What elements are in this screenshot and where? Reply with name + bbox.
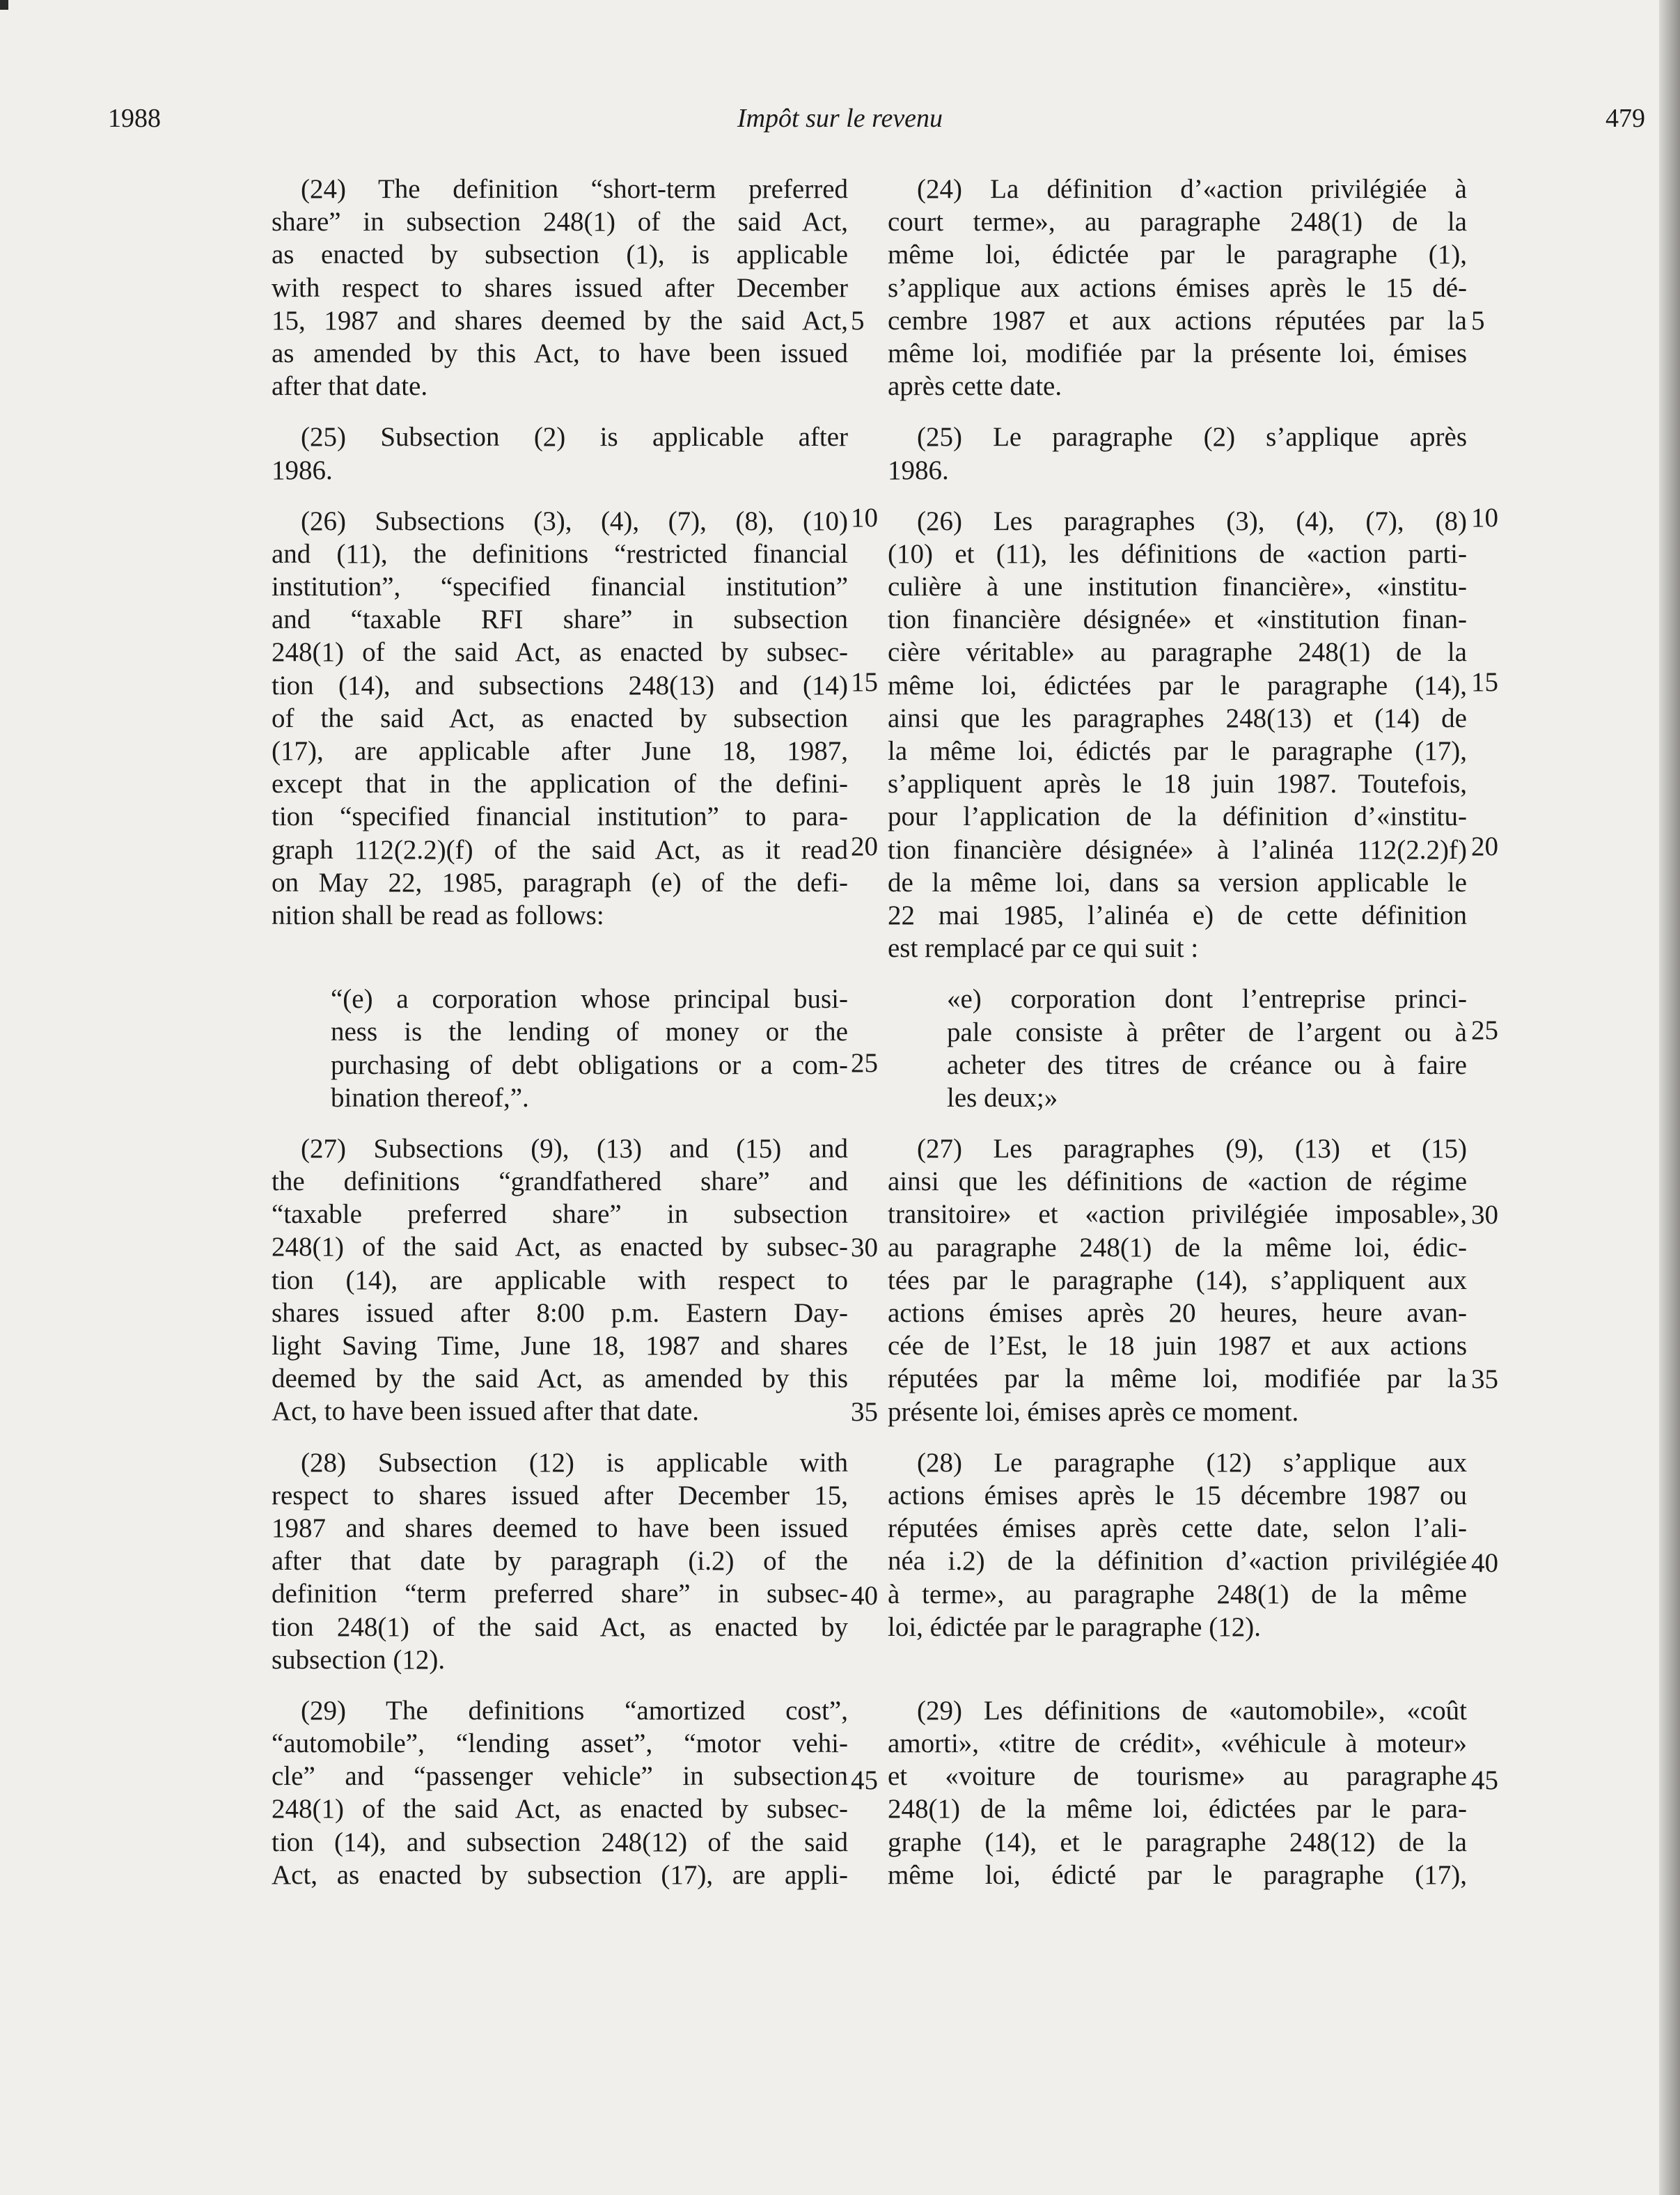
text-line: (17), are applicable after June 18, 1987, — [272, 736, 848, 766]
line-number-center: 45 — [851, 1765, 878, 1795]
text-line: à terme», au paragraphe 248(1) de la même — [888, 1579, 1467, 1609]
text-line: tion (14), and subsections 248(13) and (14) — [272, 670, 848, 701]
text-line: deemed by the said Act, as amended by this — [272, 1364, 848, 1394]
header-title: Impôt sur le revenu — [737, 104, 943, 133]
paragraph-27-fr — [888, 1132, 1467, 1428]
text-line: (26) Les paragraphes (3), (4), (7), (8) — [917, 506, 1467, 536]
line-number-right: 40 — [1471, 1548, 1498, 1578]
line-number-right: 5 — [1471, 306, 1485, 336]
text-line: nition shall be read as follows: — [272, 900, 604, 930]
line-number-center: 25 — [851, 1048, 878, 1078]
english-column — [272, 173, 848, 1891]
text-line: réputées émises après cette date, selon l’ali- — [888, 1513, 1467, 1544]
paragraph-28-fr — [888, 1446, 1467, 1643]
text-line: même loi, édictée par le paragraphe (1), — [888, 240, 1467, 270]
text-line: and (11), the definitions “restricted financial — [272, 538, 848, 569]
text-line: (10) et (11), les définitions de «action parti- — [888, 538, 1467, 569]
text-line: cle” and “passenger vehicle” in subsection — [272, 1761, 848, 1792]
text-line: tion “specified financial institution” to para- — [272, 802, 848, 832]
text-line: light Saving Time, June 18, 1987 and shares — [272, 1331, 848, 1361]
text-line: même loi, édicté par le paragraphe (17), — [888, 1859, 1467, 1890]
text-line: est remplacé par ce qui suit : — [888, 933, 1199, 964]
text-line: actions émises après 20 heures, heure avan- — [888, 1298, 1467, 1328]
line-number-center: 40 — [851, 1581, 878, 1611]
text-line: graphe (14), et le paragraphe 248(12) de la — [888, 1827, 1467, 1857]
text-line: tion 248(1) of the said Act, as enacted by — [272, 1611, 848, 1642]
text-line: même loi, édictées par le paragraphe (14), — [888, 670, 1467, 701]
text-line: et «voiture de tourisme» au paragraphe — [888, 1761, 1467, 1792]
quoted-definition-fr — [888, 983, 1467, 1114]
text-line: au paragraphe 248(1) de la même loi, édic- — [888, 1232, 1467, 1263]
french-column — [888, 173, 1467, 1891]
page-number: 479 — [1606, 104, 1645, 133]
text-line: tion financière désignée» et «institution finan- — [888, 604, 1467, 635]
text-line: (25) Le paragraphe (2) s’applique après — [917, 422, 1467, 453]
text-line: definition “term preferred share” in subsec- — [272, 1579, 848, 1609]
paragraph-25-en — [272, 421, 848, 486]
text-line: tion (14), are applicable with respect to — [272, 1265, 848, 1295]
text-line: after that date. — [272, 371, 428, 402]
text-line: 22 mai 1985, l’alinéa e) de cette définition — [888, 900, 1467, 930]
text-line: ainsi que les définitions de «action de régime — [888, 1166, 1467, 1197]
text-line: the definitions “grandfathered share” and — [272, 1166, 848, 1197]
text-line: «e) corporation dont l’entreprise princi- — [947, 984, 1467, 1015]
text-line: of the said Act, as enacted by subsection — [272, 703, 848, 733]
text-line: share” in subsection 248(1) of the said Act, — [272, 207, 848, 237]
line-number-right: 20 — [1471, 831, 1498, 861]
text-line: la même loi, édictés par le paragraphe (17), — [888, 736, 1467, 766]
line-number-center: 5 — [851, 306, 865, 336]
paragraph-26-fr — [888, 505, 1467, 965]
text-line: réputées par la même loi, modifiée par la — [888, 1364, 1467, 1394]
line-number-center: 35 — [851, 1397, 878, 1427]
line-number-center: 30 — [851, 1233, 878, 1263]
text-line: purchasing of debt obligations or a com- — [331, 1049, 848, 1080]
line-number-right: 45 — [1471, 1765, 1498, 1795]
paragraph-26-en — [272, 505, 848, 932]
text-line: même loi, modifiée par la présente loi, émises — [888, 338, 1467, 368]
line-number-right: 10 — [1471, 503, 1498, 533]
text-line: 15, 1987 and shares deemed by the said Act, — [272, 305, 848, 336]
text-line: (24) The definition “short-term preferred — [301, 174, 848, 204]
text-line: court terme», au paragraphe 248(1) de la — [888, 207, 1467, 237]
text-line: except that in the application of the defini- — [272, 769, 848, 799]
text-line: after that date by paragraph (i.2) of the — [272, 1546, 848, 1577]
text-line: 248(1) of the said Act, as enacted by subsec- — [272, 1232, 848, 1263]
text-line: shares issued after 8:00 p.m. Eastern Day- — [272, 1297, 848, 1328]
text-line: (27) Subsections (9), (13) and (15) and — [301, 1133, 848, 1164]
text-line: tion (14), and subsection 248(12) of the said — [272, 1827, 848, 1857]
text-line: 248(1) of the said Act, as enacted by subsec- — [272, 1794, 848, 1825]
paragraph-29-fr — [888, 1694, 1467, 1891]
text-line: de la même loi, dans sa version applicable le — [888, 867, 1467, 898]
text-line: (29) Les définitions de «automobile», «coût — [917, 1695, 1467, 1726]
text-line: actions émises après le 15 décembre 1987 ou — [888, 1480, 1467, 1510]
text-line: 248(1) de la même loi, édictées par le para- — [888, 1794, 1467, 1825]
text-line: (28) Subsection (12) is applicable with — [301, 1447, 848, 1478]
header-year: 1988 — [108, 104, 161, 133]
text-line: cière véritable» au paragraphe 248(1) de la — [888, 637, 1467, 668]
text-line: (29) The definitions “amortized cost”, — [301, 1695, 848, 1726]
text-line: as enacted by subsection (1), is applicable — [272, 240, 848, 270]
page-edge-shadow — [1659, 0, 1680, 2195]
paragraph-24-en — [272, 173, 848, 403]
text-line: (26) Subsections (3), (4), (7), (8), (10) — [301, 506, 848, 536]
text-line: “(e) a corporation whose principal busi- — [331, 984, 848, 1015]
line-number-right: 15 — [1471, 667, 1498, 697]
text-line: 1987 and shares deemed to have been issued — [272, 1513, 848, 1543]
text-line: amorti», «titre de crédit», «véhicule à moteur» — [888, 1728, 1467, 1759]
text-line: “automobile”, “lending asset”, “motor vehi- — [272, 1728, 848, 1759]
line-number-center: 20 — [851, 831, 878, 861]
text-line: après cette date. — [888, 371, 1062, 402]
text-line: “taxable preferred share” in subsection — [272, 1199, 848, 1230]
text-line: (25) Subsection (2) is applicable after — [301, 422, 848, 453]
text-line: (24) La définition d’«action privilégiée à — [917, 174, 1467, 204]
text-line: présente loi, émises après ce moment. — [888, 1396, 1299, 1427]
line-number-center: 15 — [851, 667, 878, 697]
paragraph-27-en — [272, 1132, 848, 1428]
text-line: (27) Les paragraphes (9), (13) et (15) — [917, 1134, 1467, 1164]
text-line: Act, to have been issued after that date. — [272, 1396, 700, 1427]
text-line: transitoire» et «action privilégiée imposable», — [888, 1199, 1467, 1230]
text-line: subsection (12). — [272, 1644, 446, 1675]
line-number-right: 30 — [1471, 1200, 1498, 1230]
text-line: cée de l’Est, le 18 juin 1987 et aux actions — [888, 1331, 1467, 1361]
text-line: pale consiste à prêter de l’argent ou à — [947, 1017, 1467, 1047]
text-line: with respect to shares issued after December — [272, 272, 848, 303]
text-line: les deux;» — [947, 1082, 1058, 1113]
text-line: tion financière désignée» à l’alinéa 112(2.2)f) — [888, 834, 1467, 865]
text-line: pour l’application de la définition d’«institu- — [888, 802, 1467, 832]
text-line: s’applique aux actions émises après le 15 dé- — [888, 272, 1467, 303]
text-line: acheter des titres de créance ou à faire — [947, 1049, 1467, 1080]
line-number-right: 25 — [1471, 1015, 1498, 1045]
text-line: tées par le paragraphe (14), s’appliquent aux — [888, 1265, 1467, 1295]
scan-corner-mark — [0, 0, 8, 10]
text-line: néa i.2) de la définition d’«action privilégiée — [888, 1546, 1467, 1577]
quoted-definition-en — [272, 983, 848, 1114]
text-line: as amended by this Act, to have been issued — [272, 338, 848, 368]
paragraph-24-fr — [888, 173, 1467, 403]
text-line: Act, as enacted by subsection (17), are appli- — [272, 1859, 848, 1890]
text-line: bination thereof,”. — [331, 1082, 529, 1113]
paragraph-28-en — [272, 1446, 848, 1676]
line-number-right: 35 — [1471, 1364, 1498, 1394]
text-line: on May 22, 1985, paragraph (e) of the defi- — [272, 867, 848, 898]
text-line: and “taxable RFI share” in subsection — [272, 604, 848, 635]
paragraph-25-fr — [888, 421, 1467, 486]
text-line: culière à une institution financière», «institu- — [888, 572, 1467, 602]
text-line: cembre 1987 et aux actions réputées par la — [888, 305, 1467, 336]
text-line: (28) Le paragraphe (12) s’applique aux — [917, 1447, 1467, 1478]
text-line: s’appliquent après le 18 juin 1987. Toutefois, — [888, 769, 1467, 799]
text-line: institution”, “specified financial institution” — [272, 572, 848, 602]
text-line: graph 112(2.2)(f) of the said Act, as it read — [272, 834, 848, 865]
text-line: respect to shares issued after December 15, — [272, 1480, 848, 1510]
text-line: 1986. — [272, 455, 333, 485]
text-line: ainsi que les paragraphes 248(13) et (14) de — [888, 703, 1467, 733]
text-line: loi, édictée par le paragraphe (12). — [888, 1611, 1261, 1642]
text-line: ness is the lending of money or the — [331, 1017, 848, 1047]
text-line: 248(1) of the said Act, as enacted by subsec- — [272, 637, 848, 668]
line-number-center: 10 — [851, 503, 878, 533]
paragraph-29-en — [272, 1694, 848, 1891]
text-line: 1986. — [888, 455, 949, 485]
